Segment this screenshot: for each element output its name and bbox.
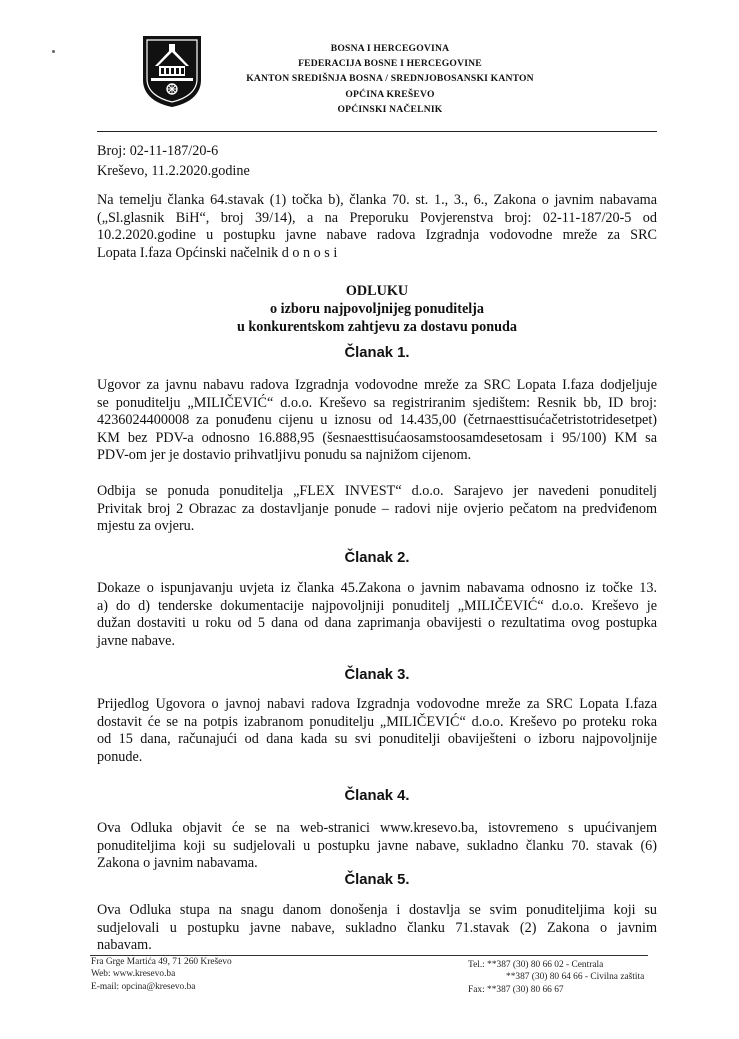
footer-tel-civil-protection: **387 (30) 80 64 66 - Civilna zaštita xyxy=(506,972,645,983)
text-line: 4236024400008 za ponuđenu cijenu u iznosu od 14.435,00 (četrnaesttisućačetristotridesetpet) xyxy=(97,412,657,429)
text-line: dužan dostaviti u roku od 5 dana od dana zaprimanja obavijesti o rezultatima ovog postupka xyxy=(97,615,657,632)
footer-contact-right xyxy=(468,959,644,996)
text-line: mjestu za ovjeru. xyxy=(97,518,195,535)
footer-tel-central: Tel.: **387 (30) 80 66 02 - Centrala xyxy=(468,960,604,970)
text-line: Prijedlog Ugovora o javnoj nabavi radova Izgradnja vodovodne mreže za SRC Lopata I.faza xyxy=(97,696,657,712)
article-5-paragraph xyxy=(97,902,657,955)
header-line-municipality: OPĆINA KREŠEVO xyxy=(345,88,435,100)
header-line-country: BOSNA I HERCEGOVINA xyxy=(330,43,450,54)
text-line: Ugovor za javnu nabavu radova Izgradnja vodovodne mreže za SRC Lopata I.faza dodjeljuje xyxy=(97,377,657,393)
intro-line: 10.2.2020.godine u postupku javne nabave radova Izgradnja vodovodne mreže za SRC xyxy=(97,227,657,244)
decision-title-sub: u konkurentskom zahtjevu za dostavu ponuda xyxy=(236,319,518,335)
decision-title-sub: o izboru najpovoljnijeg ponuditelja xyxy=(269,301,485,317)
article-5-heading: Članak 5. xyxy=(344,872,410,888)
text-line: od 15 dana, računajući od dana kada su svi ponuditelji obaviješteni o izboru najpovoljnije xyxy=(97,731,657,748)
intro-line: („Sl.glasnik BiH“, broj 39/14), a na Preporuku Povjerenstva broj: 02-11-187/20-5 od xyxy=(97,209,657,226)
text-line: ponuditeljima koji su sudjelovali u postupku javne nabave, sukladno članku 70. stavak (6) xyxy=(97,837,657,854)
text-line: KM bez PDV-a odnosno 16.888,95 (šesnaesttisućaosamstoosamdesetosam i 95/100) KM sa xyxy=(97,429,657,446)
footer-web: Web: www.kresevo.ba xyxy=(91,969,176,980)
text-line: Dokaze o ispunjavanju uvjeta iz članka 45.Zakona o javnim nabavama odnosno iz točke 13. xyxy=(97,580,657,596)
article-4-paragraph xyxy=(97,820,657,873)
text-line: Ova Odluka objavit će se na web-stranici www.kresevo.ba, istovremeno s upućivanjem xyxy=(97,820,657,836)
document-meta xyxy=(97,141,250,181)
intro-line: Na temelju članka 64.stavak (1) točka b), članka 70. st. 1., 3., 6., Zakona o javnim nabavama xyxy=(97,192,657,208)
text-line: se ponuditelju „MILIČEVIĆ“ d.o.o. Kreševo sa registriranim sjedištem: Resnik bb, ID broj: xyxy=(97,394,657,411)
article-1-paragraph-2 xyxy=(97,483,657,536)
header-line-federation: FEDERACIJA BOSNE I HERCEGOVINE xyxy=(298,58,482,70)
header-divider xyxy=(97,131,657,132)
footer-email: E-mail: opcina@kresevo.ba xyxy=(91,981,196,992)
text-line: Ova Odluka stupa na snagu danom donošenja i dostavlja se svim ponuditeljima koji su xyxy=(97,902,657,918)
article-1-heading: Članak 1. xyxy=(344,345,410,361)
text-line: Privitak broj 2 Obrazac za dostavljanje ponude – radovi nije ovjerio pečatom na predviđenom xyxy=(97,500,657,517)
decision-title xyxy=(97,282,657,336)
footer-fax: Fax: **387 (30) 80 66 67 xyxy=(468,984,564,995)
article-2-paragraph xyxy=(97,580,657,650)
decision-title-main: ODLUKU xyxy=(345,283,409,299)
institution-header xyxy=(205,41,575,117)
document-number: Broj: 02-11-187/20-6 xyxy=(97,143,219,159)
article-3-paragraph xyxy=(97,696,657,766)
document-place-date: Kreševo, 11.2.2020.godine xyxy=(97,163,250,179)
intro-line: Lopata I.faza Općinski načelnik d o n o s i xyxy=(97,244,338,261)
header-line-office: OPĆINSKI NAČELNIK xyxy=(337,103,443,115)
text-line: PDV-om jer je dostavio prihvatljivu ponudu sa najnižom cijenom. xyxy=(97,447,472,464)
municipality-coat-of-arms-icon xyxy=(141,34,203,108)
text-line: javne nabave. xyxy=(97,632,175,649)
article-2-heading: Članak 2. xyxy=(344,550,410,566)
article-4-heading: Članak 4. xyxy=(344,788,410,804)
text-line: Zakona o javnim nabavama. xyxy=(97,855,258,872)
text-line: a) do d) tenderske dokumentacije najpovoljniji ponuditelj „MILIČEVIĆ“ d.o.o. Kreševo je xyxy=(97,597,657,614)
footer-contact-left xyxy=(91,956,232,993)
text-line: dostavit će se na potpis izabranom ponuditelju „MILIČEVIĆ“ d.o.o. Kreševo po proteku roka xyxy=(97,713,657,730)
text-line: nabavam. xyxy=(97,937,152,954)
text-line: sudjelovali u postupku javne nabave, sukladno članku 71.stavak (2) Zakona o javnim xyxy=(97,919,657,936)
scan-speck xyxy=(52,50,55,53)
intro-paragraph xyxy=(97,192,657,262)
footer-address: Fra Grge Martića 49, 71 260 Kreševo xyxy=(91,957,232,967)
text-line: Odbija se ponuda ponuditelja „FLEX INVEST“ d.o.o. Sarajevo jer navedeni ponuditelj xyxy=(97,483,657,499)
article-3-heading: Članak 3. xyxy=(344,667,410,683)
text-line: ponude. xyxy=(97,748,143,765)
header-line-canton: KANTON SREDIŠNJA BOSNA / SREDNJOBOSANSKI KANTON xyxy=(246,73,534,85)
article-1-paragraph-1 xyxy=(97,377,657,465)
